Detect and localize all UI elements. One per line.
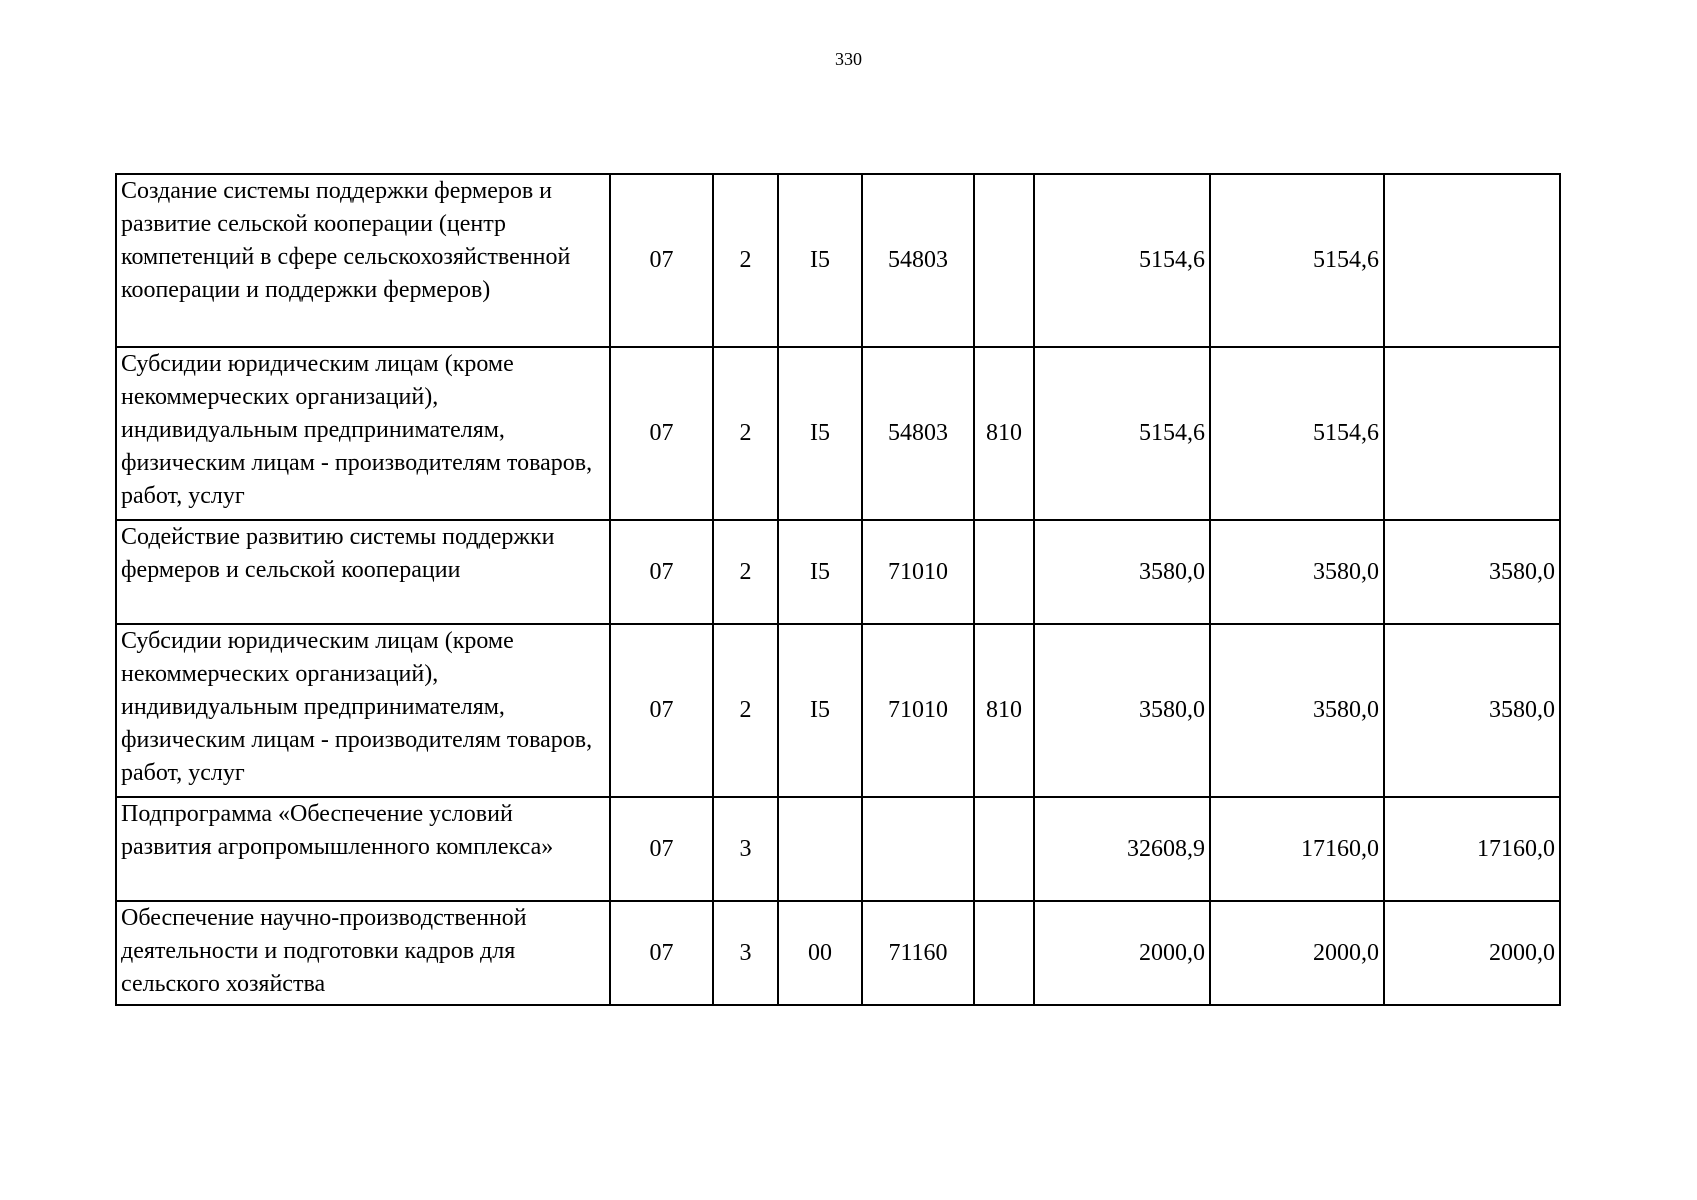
table-row	[116, 347, 1560, 520]
budget-table	[115, 173, 1561, 1006]
subsection-code: 2	[713, 624, 778, 797]
amount-2: 5154,6	[1210, 174, 1384, 347]
table-row	[116, 174, 1560, 347]
subsection-code: 2	[713, 174, 778, 347]
expense-type-code: 810	[974, 624, 1034, 797]
row-name: Подпрограмма «Обеспечение условий развития агропромышленного комплекса»	[116, 797, 610, 901]
amount-1: 2000,0	[1034, 901, 1210, 1005]
row-name: Содействие развитию системы поддержки фермеров и сельской кооперации	[116, 520, 610, 624]
section-code: 07	[610, 347, 713, 520]
section-code: 07	[610, 174, 713, 347]
amount-2: 3580,0	[1210, 520, 1384, 624]
amount-1: 32608,9	[1034, 797, 1210, 901]
program-code: I5	[778, 347, 862, 520]
target-code: 71160	[862, 901, 974, 1005]
amount-1: 5154,6	[1034, 347, 1210, 520]
section-code: 07	[610, 520, 713, 624]
amount-2: 17160,0	[1210, 797, 1384, 901]
target-code	[862, 797, 974, 901]
amount-3: 3580,0	[1384, 520, 1560, 624]
target-code: 71010	[862, 624, 974, 797]
expense-type-code	[974, 520, 1034, 624]
amount-3	[1384, 347, 1560, 520]
amount-2: 5154,6	[1210, 347, 1384, 520]
program-code: I5	[778, 624, 862, 797]
section-code: 07	[610, 797, 713, 901]
page-number: 330	[835, 49, 862, 69]
program-code: I5	[778, 520, 862, 624]
program-code	[778, 797, 862, 901]
row-name: Субсидии юридическим лицам (кроме некоммерческих организаций), индивидуальным предпринимателям, физическим лицам - производителям товаров, работ, услуг	[116, 624, 610, 797]
section-code: 07	[610, 624, 713, 797]
subsection-code: 3	[713, 901, 778, 1005]
table-row	[116, 520, 1560, 624]
expense-type-code: 810	[974, 347, 1034, 520]
row-name: Создание системы поддержки фермеров и развитие сельской кооперации (центр компетенций в сфере сельскохозяйственной кооперации и поддержки фермеров)	[116, 174, 610, 347]
amount-1: 3580,0	[1034, 624, 1210, 797]
amount-2: 2000,0	[1210, 901, 1384, 1005]
row-name: Субсидии юридическим лицам (кроме некоммерческих организаций), индивидуальным предпринимателям, физическим лицам - производителям товаров, работ, услуг	[116, 347, 610, 520]
table-row	[116, 901, 1560, 1005]
table-row	[116, 797, 1560, 901]
amount-2: 3580,0	[1210, 624, 1384, 797]
program-code: 00	[778, 901, 862, 1005]
amount-3: 17160,0	[1384, 797, 1560, 901]
subsection-code: 2	[713, 520, 778, 624]
target-code: 54803	[862, 347, 974, 520]
expense-type-code	[974, 901, 1034, 1005]
amount-1: 3580,0	[1034, 520, 1210, 624]
section-code: 07	[610, 901, 713, 1005]
expense-type-code	[974, 797, 1034, 901]
expense-type-code	[974, 174, 1034, 347]
table-row	[116, 624, 1560, 797]
subsection-code: 2	[713, 347, 778, 520]
amount-3: 2000,0	[1384, 901, 1560, 1005]
target-code: 54803	[862, 174, 974, 347]
subsection-code: 3	[713, 797, 778, 901]
amount-1: 5154,6	[1034, 174, 1210, 347]
program-code: I5	[778, 174, 862, 347]
target-code: 71010	[862, 520, 974, 624]
amount-3	[1384, 174, 1560, 347]
amount-3: 3580,0	[1384, 624, 1560, 797]
row-name: Обеспечение научно-производственной деятельности и подготовки кадров для сельского хозяйства	[116, 901, 610, 1005]
